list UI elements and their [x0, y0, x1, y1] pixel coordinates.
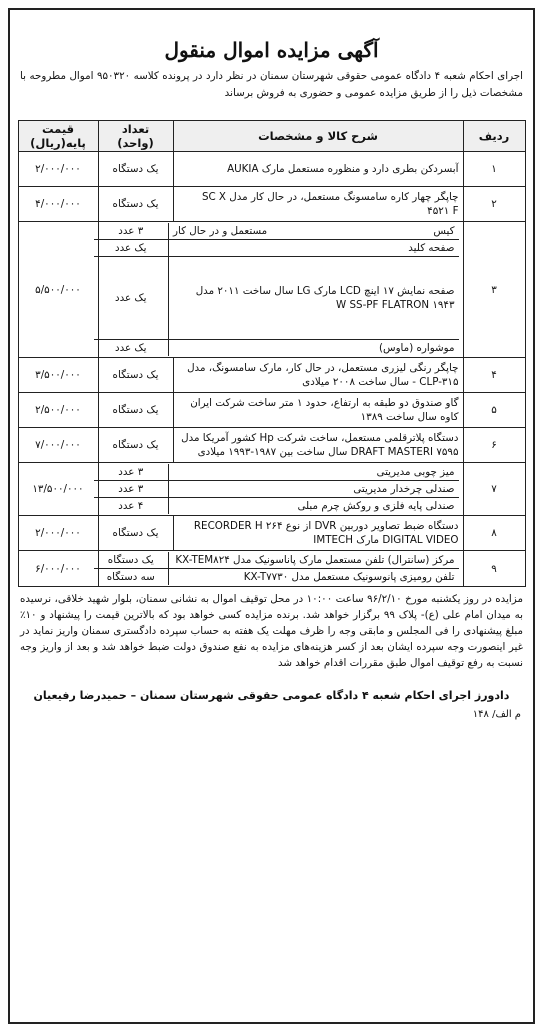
row-description: آبسردکن بطری دارد و منظوره مستعمل مارک AUKIA [173, 152, 463, 187]
sub-item-quantity: یک عدد [94, 240, 169, 257]
sub-item-quantity: یک عدد [94, 257, 169, 340]
notice-title: آگهی مزایده اموال منقول [164, 38, 379, 62]
sub-item-text: صفحه کلید [408, 242, 455, 254]
sub-item-text: موشواره (ماوس) [378, 342, 455, 354]
row-base-price: ۲/۰۰۰/۰۰۰ [18, 152, 98, 187]
row-number: ۶ [463, 428, 525, 463]
sub-item-text: کیس [433, 225, 455, 237]
sub-item [94, 569, 459, 586]
row-description: چاپگر رنگی لیزری مستعمل، در حال کار، مارک سامسونگ، مدل CLP-۳۱۵ - سال ساخت ۲۰۰۸ میلادی [173, 358, 463, 393]
notice-intro: اجرای احکام شعبه ۴ دادگاه عمومی حقوقی شهرستان سمنان در نظر دارد در پرونده کلاسه ۹۵۰۳۲۰ اموال مطروحه با مشخصات ذیل را از طریق مزایده عمومی و حضوری به فروش برساند [20, 70, 524, 99]
table-row [18, 152, 525, 187]
table-row [18, 551, 525, 587]
table-body [18, 152, 525, 587]
row-sub-items [98, 551, 463, 587]
auction-table [18, 120, 526, 587]
row-description: چاپگر چهار کاره سامسونگ مستعمل، در حال کار مدل SC X ۴۵۲۱ F [173, 187, 463, 222]
row-number: ۹ [463, 551, 525, 587]
sub-item-description [169, 498, 459, 515]
row-description: گاو صندوق دو طبقه به ارتفاع، حدود ۱ متر ساخت شرکت ایران کاوه سال ساخت ۱۳۸۹ [173, 393, 463, 428]
row-base-price: ۲/۰۰۰/۰۰۰ [18, 516, 98, 551]
sub-item [94, 257, 459, 340]
sub-item [94, 498, 459, 515]
header-quantity: تعداد (واحد) [98, 121, 173, 152]
table-header-row [18, 121, 525, 152]
row-description: دستگاه پلاترقلمی مستعمل، ساخت شرکت Hp کشور آمریکا مدل DRAFT MASTERI ۷۵۹۵ سال ساخت بین ۱۹۸۷-۱۹۹۳ میلادی [173, 428, 463, 463]
sub-item [94, 464, 459, 481]
notice-page [8, 8, 535, 1024]
table-row [18, 463, 525, 516]
row-sub-items [98, 463, 463, 516]
row-number: ۸ [463, 516, 525, 551]
row-base-price: ۶/۰۰۰/۰۰۰ [18, 551, 98, 587]
row-quantity: یک دستگاه [98, 187, 173, 222]
sub-item-quantity: یک دستگاه [94, 552, 169, 569]
row-base-price: ۳/۵۰۰/۰۰۰ [18, 358, 98, 393]
table-row [18, 516, 525, 551]
sub-item-description [169, 481, 459, 498]
sub-item-text: صندلی پایه فلزی و روکش چرم مبلی [297, 500, 455, 512]
row-number: ۲ [463, 187, 525, 222]
sub-item-condition: مستعمل و در حال کار [173, 225, 268, 237]
sub-item-description [169, 223, 459, 240]
sub-item-quantity: ۴ عدد [118, 500, 144, 512]
table-row [18, 428, 525, 463]
sub-item-description [169, 257, 459, 340]
header-row-number: ردیف [463, 121, 525, 152]
row-number: ۷ [463, 463, 525, 516]
sub-item-text: صندلی چرخدار مدیریتی [353, 483, 455, 495]
sub-item [94, 240, 459, 257]
sub-item-text: تلفن رومیزی پانوسونیک مستعمل مدل KX-T۷۷۳۰ [243, 571, 455, 583]
row-number: ۳ [463, 222, 525, 358]
row-quantity: یک دستگاه [98, 428, 173, 463]
row-quantity: یک دستگاه [98, 516, 173, 551]
sub-item-quantity: یک عدد [115, 342, 147, 354]
row-quantity: یک دستگاه [98, 358, 173, 393]
row-number: ۵ [463, 393, 525, 428]
row-quantity: یک دستگاه [98, 393, 173, 428]
sub-item [94, 481, 459, 498]
notice-code: م الف/ ۱۴۸ [472, 709, 521, 720]
sub-item [94, 223, 459, 240]
table-row [18, 222, 525, 358]
sub-item-description [169, 464, 459, 481]
row-sub-items [98, 222, 463, 358]
header-base-price: قیمت پایه(ریال) [18, 121, 98, 152]
sub-item [94, 340, 459, 357]
row-base-price: ۱۳/۵۰۰/۰۰۰ [18, 463, 98, 516]
sub-item-quantity: ۳ عدد [94, 481, 169, 498]
table-row [18, 393, 525, 428]
sub-item-description [169, 569, 459, 586]
sub-item-text: صفحه نمایش ۱۷ اینچ LCD مارک LG سال ساخت ۲۰۱۱ مدل ۱۹۴۳ W SS-PF FLATRON [195, 285, 455, 311]
sub-item-quantity: سه دستگاه [106, 571, 155, 583]
row-base-price: ۲/۵۰۰/۰۰۰ [18, 393, 98, 428]
sub-item-quantity: ۳ عدد [94, 464, 169, 481]
table-row [18, 187, 525, 222]
sub-item-description [169, 340, 459, 357]
table-row [18, 358, 525, 393]
row-base-price: ۴/۰۰۰/۰۰۰ [18, 187, 98, 222]
sub-item-description [169, 552, 459, 569]
row-number: ۱ [463, 152, 525, 187]
sub-item [94, 552, 459, 569]
row-base-price: ۵/۵۰۰/۰۰۰ [18, 222, 98, 358]
row-description: دستگاه ضبط تصاویر دوربین DVR از نوع RECORDER H ۲۶۴ DIGITAL VIDEO مارک IMTECH [173, 516, 463, 551]
row-number: ۴ [463, 358, 525, 393]
row-quantity: یک دستگاه [98, 152, 173, 187]
sub-item-description [169, 240, 459, 257]
notice-signature: دادورز اجرای احکام شعبه ۴ دادگاه عمومی حقوقی شهرستان سمنان – حمیدرضا رفیعیان [33, 689, 510, 702]
header-description: شرح کالا و مشخصات [173, 121, 463, 152]
notice-footer: مزایده در روز یکشنبه مورخ ۹۶/۲/۱۰ ساعت ۱۰:۰۰ در محل توقیف اموال به نشانی سمنان، بلوار شهید خلاقی، نرسیده به میدان امام علی (ع)- پلاک ۹۹ برگزار خواهد شد. برنده مزایده کسی خواهد بود که بالاترین قیمت را پیشنهاد و ۱۰٪ مبلغ پیشنهادی را فی المجلس و مابقی وجه را ظرف مهلت یک هفته به حساب سپرده دادگستری سمنان واریز نماید در غیر اینصورت وجه سپرده ایشان بعد از کسر هزینه‌های مزایده به نفع صندوق دولت ضبط خواهد شد و بعد از واریز وجه نسبت به رفع توقیف اموال طبق مقررات اقدام خواهد شد [20, 593, 523, 669]
sub-item-text: مرکز (سانترال) تلفن مستعمل مارک پاناسونیک مدل KX-TEM۸۲۴ [175, 554, 455, 566]
row-base-price: ۷/۰۰۰/۰۰۰ [18, 428, 98, 463]
sub-item-quantity: ۳ عدد [94, 223, 169, 240]
sub-item-text: میز چوبی مدیریتی [376, 466, 455, 478]
